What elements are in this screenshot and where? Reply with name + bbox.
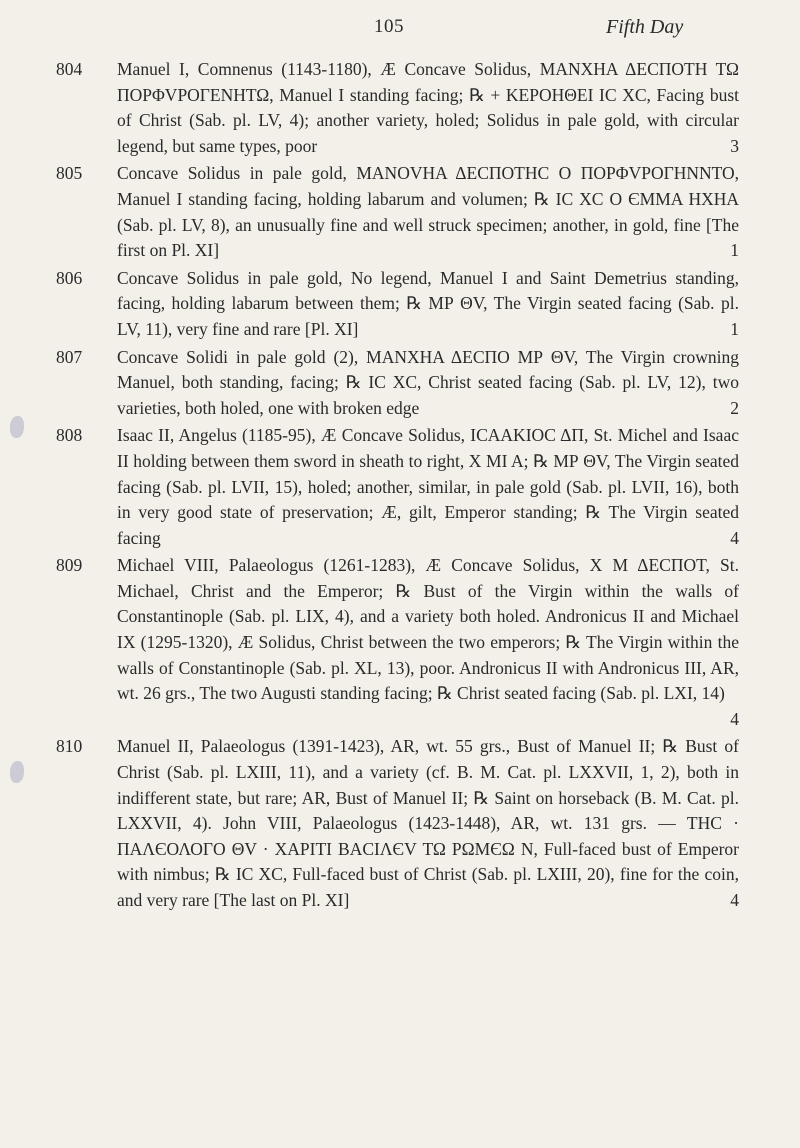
lot-quantity: 1 bbox=[730, 318, 739, 339]
lot-text: Michael VIII, Palaeologus (1261-1283), Æ Concave Solidus, Χ Μ ΔΕϹΠΟΤ, St. Michael, Christ and the Emperor; ℞ Bust of the Virgin within the walls of Constantinople (Sab. pl. LIX, 4), and a variety both holed. Andronicus II and Michael IX (1295-1320), Æ Solidus, Christ between the two emperors; ℞ The Virgin within the walls of Constantinople (Sab. pl. XL, 13), poor. Andronicus II with Andronicus III, AR, wt. 26 grs., The two Augusti standing facing; ℞ Christ seated facing (Sab. pl. LXI, 14) bbox=[117, 555, 739, 704]
lot-number: 805 bbox=[56, 163, 83, 184]
ink-blot bbox=[10, 416, 24, 438]
lot-text: Isaac II, Angelus (1185-95), Æ Concave Solidus, ΙϹΑΑΚΙΟϹ ΔΠ, St. Michel and Isaac II holding between them sword in sheath to right, Χ ΜΙ Α; ℞ ΜΡ ΘV, The Virgin seated facing (Sab. pl. LVII, 15), holed; another, similar, in pale gold (Sab. pl. LVII, 16), both in very good state of preservation; Æ, gilt, Emperor standing; ℞ The Virgin seated facing bbox=[117, 425, 739, 548]
lot-description bbox=[117, 734, 739, 913]
lot-quantity: 3 bbox=[730, 135, 739, 156]
lot-description bbox=[117, 423, 739, 551]
running-head: Fifth Day bbox=[606, 16, 684, 38]
lot-description bbox=[117, 57, 739, 159]
lot-number: 810 bbox=[56, 736, 83, 757]
lot-text: Concave Solidi in pale gold (2), ΜΑΝΧΗΑ ΔΕϹΠΟ ΜΡ ΘV, The Virgin crowning Manuel, both standing, facing; ℞ ΙϹ ΧϹ, Christ seated facing (Sab. pl. LV, 12), two varieties, both holed, one with broken edge bbox=[117, 346, 739, 418]
lot-number: 807 bbox=[56, 346, 83, 367]
lot-number: 809 bbox=[56, 555, 83, 576]
lot-quantity: 1 bbox=[730, 240, 739, 261]
lot-quantity: 4 bbox=[730, 890, 739, 910]
lot-entry bbox=[0, 161, 800, 263]
lot-description bbox=[117, 345, 739, 422]
lot-text: Manuel II, Palaeologus (1391-1423), AR, wt. 55 grs., Bust of Manuel II; ℞ Bust of Christ (Sab. pl. LXIII, 11), and a variety (cf. B. M. Cat. pl. LXXVII, 1, 2), both in indifferent state, but rare; AR, Bust of Manuel II; ℞ Saint on horseback (B. M. Cat. pl. LXXVII, 4). John VIII, Palaeologus (1423-1448), AR, wt. 131 grs. — ΤΗϹ · ΠΑΛЄΟΛΟΓΟ ΘV · ΧΑΡΙΤΙ ΒΑϹΙΛЄV ΤΩ ΡΩΜЄΩ Ν, Full-faced bust of Emperor with nimbus; ℞ ΙϹ ΧϹ, Full-faced bust of Christ (Sab. pl. LXIII, 20), fine for the coin, and very rare [The last on Pl. XI] bbox=[117, 736, 739, 910]
lot-entry bbox=[0, 266, 800, 343]
lot-entry bbox=[0, 57, 800, 159]
lot-quantity: 2 bbox=[730, 397, 739, 418]
lot-text: Concave Solidus in pale gold, ΜΑΝΟVΗΑ ΔΕϹΠΟΤΗϹ Ο ΠΟΡΦVΡΟΓΗΝΝΤΟ, Manuel I standing facing, holding labarum and volumen; ℞ ΙϹ ΧϹ Ο ЄΜΜΑ ΗΧΗΑ (Sab. pl. LV, 8), an unusually fine and well struck specimen; another, in gold, fine [The first on Pl. XI] bbox=[117, 163, 739, 261]
lot-number: 806 bbox=[56, 267, 83, 288]
lot-entry bbox=[0, 345, 800, 422]
page-number: 105 bbox=[374, 16, 404, 37]
lot-number: 808 bbox=[56, 425, 83, 446]
lot-description bbox=[117, 161, 739, 263]
lot-entry bbox=[0, 734, 800, 913]
lot-number: 804 bbox=[56, 59, 83, 79]
lot-text: Concave Solidus in pale gold, No legend, Manuel I and Saint Demetrius standing, facing, holding labarum between them; ℞ ΜΡ ΘV, The Virgin seated facing (Sab. pl. LV, 11), very fine and rare [Pl. XI] bbox=[117, 267, 739, 339]
lot-list bbox=[0, 57, 800, 916]
lot-text: Manuel I, Comnenus (1143-1180), Æ Concave Solidus, ΜΑΝΧΗΑ ΔΕϹΠΟΤΗ ΤΩ ΠΟΡΦVΡΟΓΕΝΗΤΩ, Manuel I standing facing; ℞ + ΚΕΡΟΗΘΕΙ ΙϹ ΧϹ, Facing bust of Christ (Sab. pl. LV, 4); another variety, holed; Solidus in pale gold, with circular legend, but same types, poor bbox=[117, 59, 739, 156]
page-header bbox=[0, 16, 800, 46]
lot-quantity: 4 bbox=[730, 708, 739, 729]
lot-description bbox=[117, 266, 739, 343]
lot-entry bbox=[0, 423, 800, 551]
ink-blot bbox=[10, 761, 24, 783]
lot-entry bbox=[0, 553, 800, 732]
lot-quantity: 4 bbox=[730, 527, 739, 548]
lot-description bbox=[117, 553, 739, 732]
